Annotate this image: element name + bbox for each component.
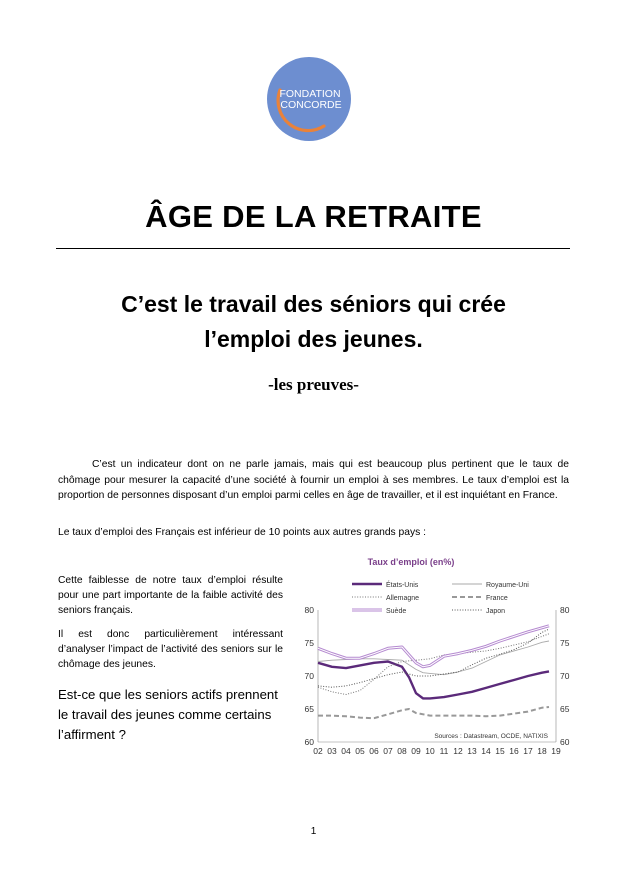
y-tick-label-right: 80 <box>560 605 570 615</box>
subtitle <box>0 287 627 357</box>
intro-paragraph: C’est un indicateur dont on ne parle jamais, mais qui est beaucoup plus pertinent que le taux de chômage pour mesurer la capacité d’une société à fournir un emploi à ses membres. Le taux d’emploi est la proportion de personnes disposant d’un emploi parmi celles en âge de travailler, et il est inquiétant en France. <box>58 459 569 502</box>
x-tick-label: 13 <box>467 746 477 756</box>
subtitle-line2: l’emploi des jeunes. <box>204 326 423 352</box>
series-line-4-inner <box>318 626 549 667</box>
series-line-4 <box>318 626 549 667</box>
x-tick-label: 16 <box>509 746 519 756</box>
legend-label-0: États-Unis <box>386 582 419 589</box>
x-tick-label: 14 <box>481 746 491 756</box>
chart-title: Taux d’emploi (en%) <box>367 557 455 567</box>
legend-label-5: Japon <box>486 608 506 615</box>
x-tick-label: 19 <box>551 746 561 756</box>
y-tick-label-left: 70 <box>304 671 314 681</box>
legend-label-3: France <box>486 595 508 602</box>
left-paragraph-1: Cette faiblesse de notre taux d’emploi résulte pour une part importante de la faible activité des seniors français. <box>58 575 283 617</box>
x-tick-label: 18 <box>537 746 547 756</box>
x-tick-label: 17 <box>523 746 533 756</box>
x-tick-label: 11 <box>439 746 449 756</box>
y-tick-label-right: 70 <box>560 671 570 681</box>
employment-rate-chart <box>292 552 582 770</box>
chart-series <box>318 626 549 718</box>
y-tick-label-left: 60 <box>304 737 314 747</box>
left-question: Est-ce que les seniors actifs prennent le travail des jeunes comme certains l’affirment ? <box>58 687 278 742</box>
x-tick-label: 08 <box>397 746 407 756</box>
logo-line1: FONDATION <box>279 88 341 100</box>
x-tick-label: 09 <box>411 746 421 756</box>
y-tick-label-right: 60 <box>560 737 570 747</box>
legend-label-2: Allemagne <box>386 595 420 602</box>
chart-legend <box>352 580 529 615</box>
tagline: -les preuves- <box>268 375 359 394</box>
legend-label-4: Suède <box>386 608 407 615</box>
x-tick-label: 06 <box>369 746 379 756</box>
legend-label-1: Royaume-Uni <box>486 582 529 589</box>
x-tick-label: 10 <box>425 746 435 756</box>
subtitle-line1: C’est le travail des séniors qui crée <box>121 291 506 317</box>
chart-source: Sources : Datastream, OCDE, NATIXIS <box>434 733 548 740</box>
page-title: ÂGE DE LA RETRAITE <box>145 199 482 234</box>
y-tick-label-left: 75 <box>304 638 314 648</box>
x-tick-label: 15 <box>495 746 505 756</box>
y-tick-label-left: 65 <box>304 704 314 714</box>
logo-line2: CONCORDE <box>280 99 342 111</box>
y-tick-label-right: 65 <box>560 704 570 714</box>
y-tick-label-right: 75 <box>560 638 570 648</box>
title-rule <box>56 248 570 249</box>
fondation-concorde-logo <box>266 56 352 142</box>
comparison-paragraph: Le taux d’emploi des Français est inférieur de 10 points aux autres grands pays : <box>58 527 427 538</box>
series-line-3 <box>318 707 549 718</box>
x-tick-label: 02 <box>313 746 323 756</box>
series-line-0 <box>318 662 549 699</box>
x-tick-label: 07 <box>383 746 393 756</box>
page-number: 1 <box>310 826 317 837</box>
x-tick-label: 04 <box>341 746 351 756</box>
y-tick-label-left: 80 <box>304 605 314 615</box>
x-tick-label: 12 <box>453 746 463 756</box>
x-tick-label: 05 <box>355 746 365 756</box>
left-paragraph-2: Il est donc particulièrement intéressant d’analyser l’impact de l’activité des seniors sur le chômage des jeunes. <box>58 629 283 671</box>
x-tick-label: 03 <box>327 746 337 756</box>
